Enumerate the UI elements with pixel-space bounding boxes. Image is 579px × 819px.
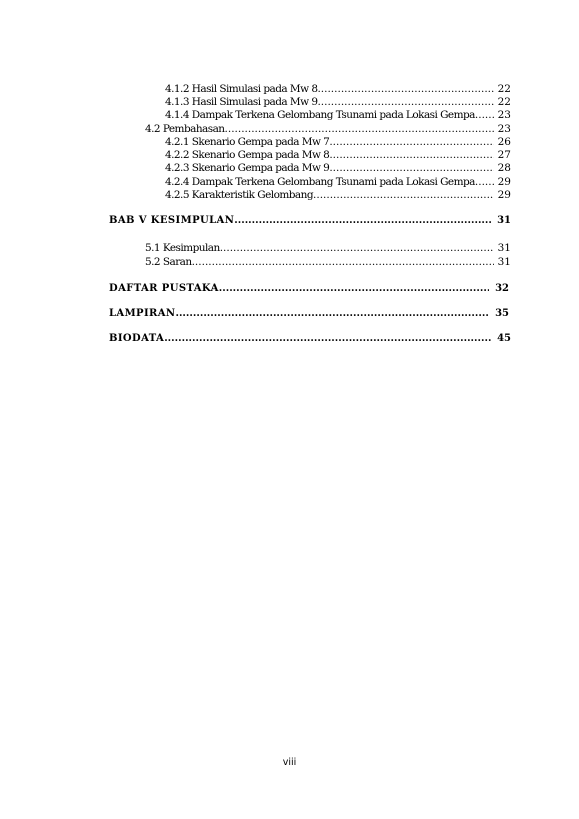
toc-entry-title: 4.2.3 Skenario Gempa pada Mw 9: [165, 162, 330, 174]
toc-chapter-page: 31: [497, 215, 511, 226]
toc-chapter-title: DAFTAR PUSTAKA: [109, 283, 219, 294]
toc-entry-title: 4.1.3 Hasil Simulasi pada Mw 9: [165, 96, 318, 108]
toc-entry-4-2-3[interactable]: [165, 162, 511, 174]
toc-leader-dots: [234, 215, 491, 226]
toc-entry-page: 31: [497, 256, 511, 268]
toc-entry-title: 4.2.5 Karakteristik Gelombang: [165, 189, 314, 201]
toc-leader-dots: [329, 149, 493, 161]
toc-leader-dots: [220, 242, 494, 254]
toc-entry-page: 23: [497, 109, 511, 121]
toc-entry-page: 27: [497, 149, 511, 161]
toc-entry-page: 28: [497, 162, 511, 174]
toc-leader-dots: [225, 123, 494, 135]
toc-entry-title: 4.2 Pembahasan: [145, 123, 225, 135]
toc-entry-page: 26: [497, 136, 511, 148]
toc-leader-dots: [219, 283, 489, 294]
toc-entry-page: 31: [497, 242, 511, 254]
toc-leader-dots: [317, 96, 493, 108]
toc-entry-title: 4.1.2 Hasil Simulasi pada Mw 8: [165, 83, 318, 95]
toc-entry-4-2-1[interactable]: [165, 136, 511, 148]
toc-entry-5-1[interactable]: [145, 242, 511, 254]
page-number: viii: [282, 757, 297, 768]
toc-entry-title: 5.2 Saran: [145, 256, 192, 268]
toc-chapter-page: 32: [495, 283, 509, 294]
toc-chapter-title: BAB V KESIMPULAN: [109, 215, 235, 226]
toc-entry-page: 22: [497, 83, 511, 95]
toc-entry-4-2-4[interactable]: [165, 176, 511, 188]
toc-chapter-daftar-pustaka[interactable]: [109, 283, 509, 294]
toc-leader-dots: [475, 176, 494, 188]
toc-entry-page: 29: [497, 176, 511, 188]
toc-leader-dots: [175, 308, 489, 319]
toc-entry-title: 4.2.2 Skenario Gempa pada Mw 8: [165, 149, 330, 161]
toc-entry-4-2[interactable]: [145, 123, 511, 135]
toc-entry-4-2-5[interactable]: [165, 189, 511, 201]
toc-entry-4-1-2[interactable]: [165, 83, 511, 95]
toc-leader-dots: [313, 189, 494, 201]
toc-entry-5-2[interactable]: [145, 256, 511, 268]
toc-entry-page: 29: [497, 189, 511, 201]
toc-chapter-lampiran[interactable]: [109, 308, 509, 319]
toc-entry-4-1-4[interactable]: [165, 109, 511, 121]
toc-chapter-title: BIODATA: [109, 333, 165, 344]
toc-chapter-title: LAMPIRAN: [109, 308, 176, 319]
toc-entry-title: 4.2.4 Dampak Terkena Gelombang Tsunami pada Lokasi Gempa: [165, 176, 475, 188]
toc-leader-dots: [317, 83, 493, 95]
toc-entry-title: 4.2.1 Skenario Gempa pada Mw 7: [165, 136, 330, 148]
toc-chapter-page: 35: [495, 308, 509, 319]
toc-entry-page: 22: [497, 96, 511, 108]
toc-chapter-page: 45: [497, 333, 511, 344]
toc-leader-dots: [475, 109, 494, 121]
toc-entry-page: 23: [497, 123, 511, 135]
toc-leader-dots: [329, 136, 493, 148]
toc-leader-dots: [192, 256, 494, 268]
toc-chapter-bab-v[interactable]: [109, 215, 511, 226]
toc-entry-4-1-3[interactable]: [165, 96, 511, 108]
toc-entry-title: 5.1 Kesimpulan: [145, 242, 220, 254]
toc-chapter-biodata[interactable]: [109, 333, 511, 344]
toc-entry-4-2-2[interactable]: [165, 149, 511, 161]
toc-leader-dots: [329, 162, 493, 174]
toc-leader-dots: [164, 333, 491, 344]
toc-entry-title: 4.1.4 Dampak Terkena Gelombang Tsunami pada Lokasi Gempa: [165, 109, 475, 121]
